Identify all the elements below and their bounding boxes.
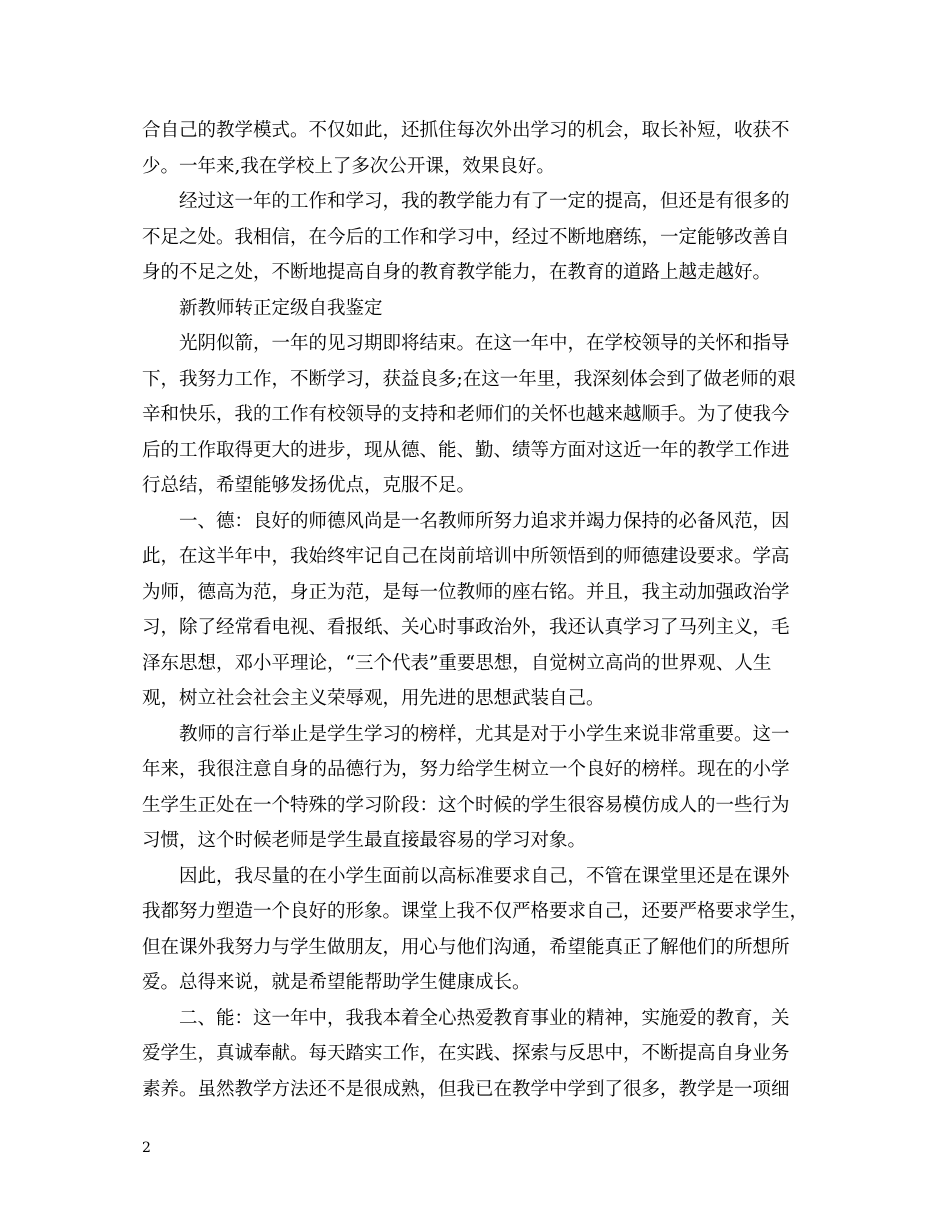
text-line: 年来，我很注意自身的品德行为，努力给学生树立一个良好的榜样。现在的小学 xyxy=(142,759,790,780)
text-line: 后的工作取得更大的进步，现从德、能、勤、绩等方面对这近一年的教学工作进 xyxy=(142,439,790,461)
text-line: 新教师转正定级自我鉴定 xyxy=(179,297,383,319)
text-line: 不足之处。我相信，在今后的工作和学习中，经过不断地磨练，一定能够改善自 xyxy=(142,226,790,248)
document-body xyxy=(142,113,810,1107)
text-line: 习惯，这个时候老师是学生最直接最容易的学习对象。 xyxy=(142,830,587,851)
text-line: 爱学生，真诚奉献。每天踏实工作，在实践、探索与反思中，不断提高自身业务 xyxy=(142,1043,790,1064)
text-line: 经过这一年的工作和学习，我的教学能力有了一定的提高，但还是有很多的 xyxy=(179,191,790,212)
text-line: 观，树立社会社会主义荣辱观，用先进的思想武装自己。 xyxy=(142,688,605,709)
text-line: 此，在这半年中，我始终牢记自己在岗前培训中所领悟到的师德建设要求。学高 xyxy=(142,546,790,567)
text-line: 行总结，希望能够发扬优点，克服不足。 xyxy=(142,475,476,496)
text-line: 一、德：良好的师德风尚是一名教师所努力追求并竭力保持的必备风范，因 xyxy=(179,510,790,532)
text-line: 但在课外我努力与学生做朋友，用心与他们沟通，希望能真正了解他们的所想所 xyxy=(142,936,790,958)
text-line: 我都努力塑造一个良好的形象。课堂上我不仅严格要求自己，还要严格要求学生， xyxy=(142,901,809,922)
text-line: 辛和快乐，我的工作有校领导的支持和老师们的关怀也越来越顺手。为了使我今 xyxy=(142,404,790,425)
text-line: 少。一年来,我在学校上了多次公开课，效果良好。 xyxy=(142,155,555,177)
text-line: 习，除了经常看电视、看报纸、关心时事政治外，我还认真学习了马列主义，毛 xyxy=(142,617,790,638)
text-line: 为师，德高为范，身正为范，是每一位教师的座右铭。并且，我主动加强政治学 xyxy=(142,581,790,603)
text-line: 二、能：这一年中，我我本着全心热爱教育事业的精神，实施爱的教育，关 xyxy=(179,1007,790,1029)
text-line: 下，我努力工作，不断学习，获益良多;在这一年里，我深刻体会到了做老师的艰 xyxy=(142,368,796,390)
text-line: 生学生正处在一个特殊的学习阶段：这个时候的学生很容易模仿成人的一些行为 xyxy=(142,794,790,816)
text-line: 素养。虽然教学方法还不是很成熟，但我已在教学中学到了很多，教学是一项细 xyxy=(142,1078,790,1100)
text-line: 合自己的教学模式。不仅如此，还抓住每次外出学习的机会，取长补短，收获不 xyxy=(142,120,790,141)
page-number: 2 xyxy=(142,1140,151,1156)
text-line: 光阴似箭，一年的见习期即将结束。在这一年中，在学校领导的关怀和指导 xyxy=(179,333,790,354)
text-line: 因此，我尽量的在小学生面前以高标准要求自己，不管在课堂里还是在课外 xyxy=(179,865,790,887)
text-line: 教师的言行举止是学生学习的榜样，尤其是对于小学生来说非常重要。这一 xyxy=(179,723,790,745)
text-line: 爱。总得来说，就是希望能帮助学生健康成长。 xyxy=(142,972,531,993)
text-line: 泽东思想，邓小平理论，“三个代表”重要思想，自觉树立高尚的世界观、人生 xyxy=(142,652,772,674)
text-line: 身的不足之处，不断地提高自身的教育教学能力，在教育的道路上越走越好。 xyxy=(142,262,772,283)
